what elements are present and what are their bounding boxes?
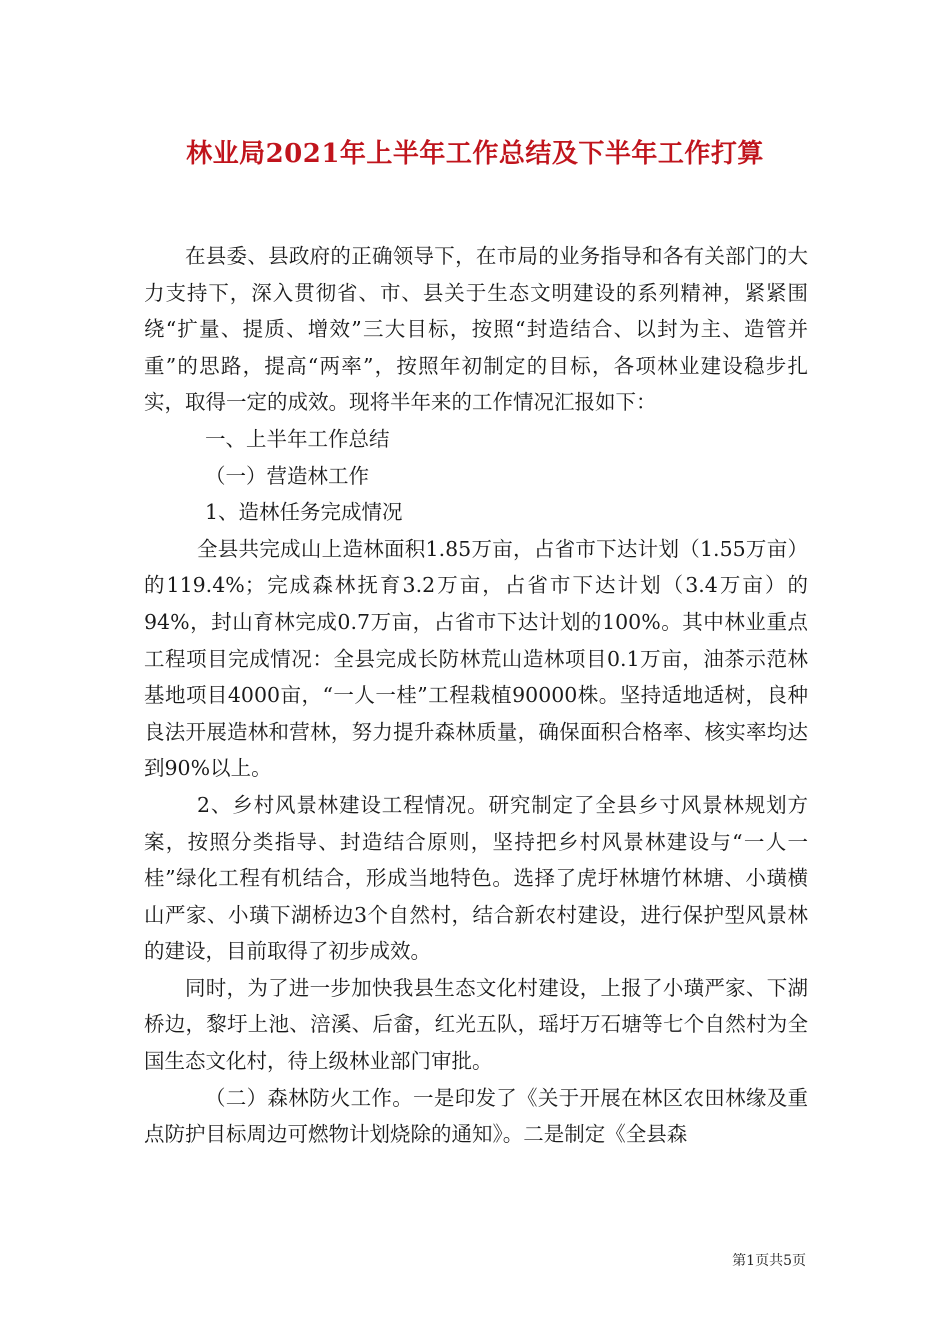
document-body (144, 238, 808, 1153)
item-heading: 1、造林任务完成情况 (205, 500, 403, 525)
paragraph-fire-prevention: （二）森林防火工作。一是印发了《关于开展在林区农田林缘及重点防护目标周边可燃物计划烧除的通知》。二是制定《全县森 (144, 1085, 808, 1147)
paragraph-scenic-forest: 2、乡村风景林建设工程情况。研究制定了全县乡寸风景林规划方案，按照分类指导、封造结合原则，坚持把乡村风景林建设与“一人一桂”绿化工程有机结合，形成当地特色。选择了虎圩林塘竹林塘、小璜横山严家、小璜下湖桥边3个自然村，结合新农村建设，进行保护型风景林的建设，目前取得了初步成效。 (144, 792, 808, 964)
page-number: 第1页共5页 (732, 1253, 806, 1269)
section-heading: 一、上半年工作总结 (205, 426, 390, 451)
paragraph-intro: 在县委、县政府的正确领导下，在市局的业务指导和各有关部门的大力支持下，深入贯彻省、市、县关于生态文明建设的系列精神，紧紧围绕“扩量、提质、增效”三大目标，按照“封造结合、以封为主、造管并重”的思路，提高“两率”，按照年初制定的目标，各项林业建设稳步扎实，取得一定的成效。现将半年来的工作情况汇报如下： (144, 244, 808, 415)
subsection-heading: （一）营造林工作 (205, 463, 369, 488)
paragraph-ecological-villages: 同时，为了进一步加快我县生态文化村建设，上报了小璜严家、下湖桥边，黎圩上池、涪溪、后畲，红光五队，瑶圩万石塘等七个自然村为全国生态文化村，待上级林业部门审批。 (144, 975, 808, 1074)
paragraph-afforestation: 全县共完成山上造林面积1.85万亩，占省市下达计划（1.55万亩）的119.4%；完成森林抚育3.2万亩，占省市下达计划（3.4万亩）的94%，封山育林完成0.7万亩，占省市下达计划的100%。其中林业重点工程项目完成情况：全县完成长防林荒山造林项目0.1万亩，油茶示范林基地项目4000亩，“一人一桂”工程栽植90000株。坚持适地适树，良种良法开展造林和营林，努力提升森林质量，确保面积合格率、核实率均达到90%以上。 (144, 536, 808, 781)
document-title: 林业局2021年上半年工作总结及下半年工作打算 (186, 139, 764, 169)
